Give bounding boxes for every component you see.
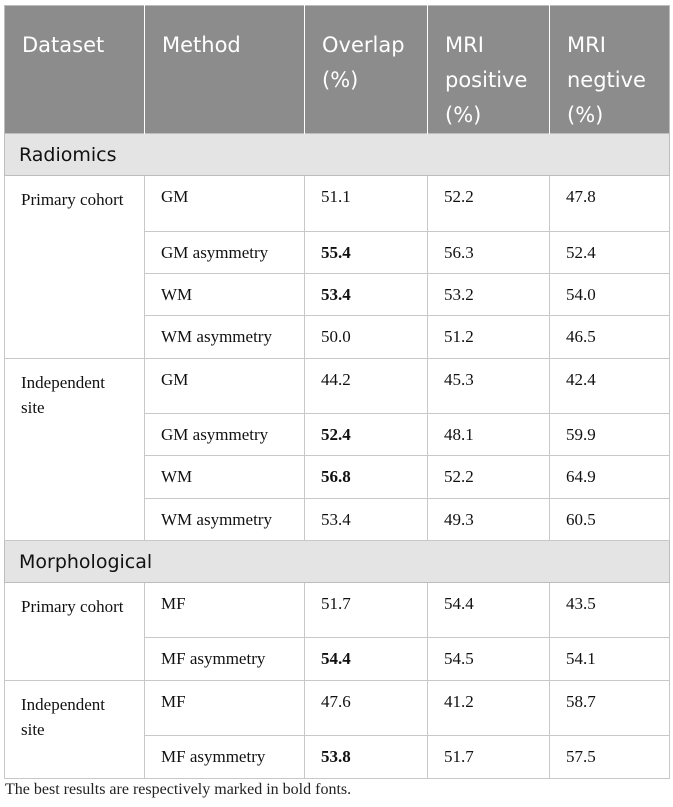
overlap-cell: 55.4 (305, 232, 428, 274)
mri-positive-cell: 49.3 (428, 499, 550, 541)
mri-positive-cell: 45.3 (428, 359, 550, 414)
header-mri-negative: MRI negtive (%) (550, 6, 670, 134)
header-mri-positive: MRI positive (%) (428, 6, 550, 134)
dataset-cell: Independent site (5, 359, 145, 541)
mri-negative-cell: 52.4 (550, 232, 670, 274)
mri-positive-cell: 41.2 (428, 681, 550, 736)
overlap-cell: 50.0 (305, 316, 428, 359)
mri-positive-cell: 56.3 (428, 232, 550, 274)
header-method: Method (145, 6, 305, 134)
overlap-cell: 56.8 (305, 456, 428, 499)
section-row (5, 541, 670, 583)
section-row (5, 134, 670, 176)
mri-negative-cell: 54.0 (550, 274, 670, 316)
overlap-cell: 51.7 (305, 583, 428, 638)
overlap-cell: 53.4 (305, 499, 428, 541)
method-cell: WM (145, 456, 305, 499)
section-title: Radiomics (5, 134, 670, 176)
dataset-cell: Primary cohort (5, 583, 145, 681)
mri-positive-cell: 51.7 (428, 736, 550, 779)
mri-negative-cell: 58.7 (550, 681, 670, 736)
overlap-cell: 53.4 (305, 274, 428, 316)
footnote: The best results are respectively marked in bold fonts. (5, 781, 352, 798)
mri-negative-cell: 60.5 (550, 499, 670, 541)
table-row (5, 681, 670, 736)
table-row (5, 176, 670, 232)
method-cell: MF asymmetry (145, 736, 305, 779)
method-cell: GM asymmetry (145, 414, 305, 456)
overlap-cell: 47.6 (305, 681, 428, 736)
mri-positive-cell: 51.2 (428, 316, 550, 359)
header-dataset: Dataset (5, 6, 145, 134)
mri-positive-cell: 54.4 (428, 583, 550, 638)
overlap-cell: 51.1 (305, 176, 428, 232)
overlap-cell: 53.8 (305, 736, 428, 779)
method-cell: MF (145, 583, 305, 638)
mri-positive-cell: 48.1 (428, 414, 550, 456)
method-cell: GM asymmetry (145, 232, 305, 274)
mri-negative-cell: 46.5 (550, 316, 670, 359)
method-cell: WM asymmetry (145, 316, 305, 359)
mri-positive-cell: 52.2 (428, 176, 550, 232)
method-cell: MF asymmetry (145, 638, 305, 681)
mri-positive-cell: 53.2 (428, 274, 550, 316)
method-cell: WM (145, 274, 305, 316)
table-row (5, 583, 670, 638)
mri-negative-cell: 59.9 (550, 414, 670, 456)
dataset-cell: Primary cohort (5, 176, 145, 359)
mri-positive-cell: 54.5 (428, 638, 550, 681)
mri-negative-cell: 64.9 (550, 456, 670, 499)
mri-negative-cell: 54.1 (550, 638, 670, 681)
header-row (5, 6, 670, 134)
method-cell: GM (145, 359, 305, 414)
results-table (4, 5, 670, 779)
method-cell: MF (145, 681, 305, 736)
mri-positive-cell: 52.2 (428, 456, 550, 499)
mri-negative-cell: 42.4 (550, 359, 670, 414)
section-title: Morphological (5, 541, 670, 583)
table-row (5, 359, 670, 414)
dataset-cell: Independent site (5, 681, 145, 779)
header-overlap: Overlap (%) (305, 6, 428, 134)
overlap-cell: 54.4 (305, 638, 428, 681)
mri-negative-cell: 57.5 (550, 736, 670, 779)
method-cell: WM asymmetry (145, 499, 305, 541)
method-cell: GM (145, 176, 305, 232)
overlap-cell: 44.2 (305, 359, 428, 414)
mri-negative-cell: 47.8 (550, 176, 670, 232)
overlap-cell: 52.4 (305, 414, 428, 456)
mri-negative-cell: 43.5 (550, 583, 670, 638)
